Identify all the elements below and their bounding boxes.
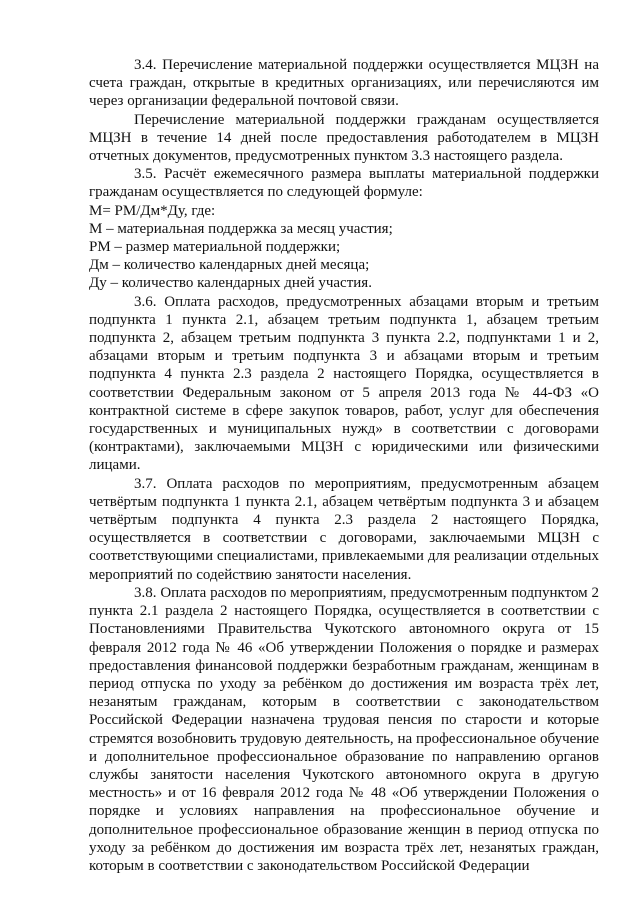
formula-definition-m: М – материальная поддержка за месяц участия; [89, 220, 393, 237]
paragraph-3-5: 3.5. Расчёт ежемесячного размера выплаты материальной поддержки гражданам осуществляется по следующей формуле: [89, 166, 599, 201]
paragraph-3-8: 3.8. Оплата расходов по мероприятиям, предусмотренным подпунктом 2 пункта 2.1 раздела 2 настоящего Порядка, осуществляется в соответствии с Постановлениями Правительства Чукотского автономного округа от 15 февраля 2012 года № 46 «Об утверждении Положения о порядке и размерах предоставления финансовой поддержки безработным гражданам, женщинам в период отпуска по уходу за ребёнком до достижения им возраста трёх лет, незанятым гражданам, которым в соответствии с законодательством Российской Федерации назначена трудовая пенсия по старости и которые стремятся возобновить трудовую деятельность, на профессиональное обучение и дополнительное профессиональное образование по направлению органов службы занятости населения Чукотского автономного округа в другую местность» и от 16 февраля 2012 года № 48 «Об утверждении Положения о порядке и условиях направления на профессиональное обучение и дополнительное профессиональное образование женщин в период отпуска по уходу за ребёнком до достижения им возраста трёх лет, незанятых граждан, которым в соответствии с законодательством Российской Федерации [89, 584, 599, 874]
formula-definition-du: Ду – количество календарных дней участия. [89, 275, 372, 292]
paragraph-3-6: 3.6. Оплата расходов, предусмотренных абзацами вторым и третьим подпункта 1 пункта 2.1, абзацем третьим подпункта 1, абзацем третьим подпункта 2, абзацем третьим подпункта 3 пункта 2.2, подпунктами 1 и 2, абзацами вторым и третьим подпункта 3 и абзацами вторым и третьим подпункта 4 пункта 2.3 раздела 2 настоящего Порядка, осуществляется в соответствии Федеральным законом от 5 апреля 2013 года № 44-ФЗ «О контрактной системе в сфере закупок товаров, работ, услуг для обеспечения государственных и муниципальных нужд» в соответствии с договорами (контрактами), заключаемыми МЦЗН с юридическими или физическими лицами. [89, 293, 599, 474]
formula: М= РМ/Дм*Ду, где: [89, 202, 216, 219]
document-page [89, 56, 599, 875]
paragraph-3-4: 3.4. Перечисление материальной поддержки осуществляется МЦЗН на счета граждан, открытые в кредитных организациях, или перечисляются им через организации федеральной почтовой связи. [89, 57, 599, 110]
formula-definition-rm: РМ – размер материальной поддержки; [89, 239, 341, 256]
formula-definition-dm: Дм – количество календарных дней месяца; [89, 257, 370, 274]
paragraph-3-4-continuation: Перечисление материальной поддержки гражданам осуществляется МЦЗН в течение 14 дней после предоставления работодателем в МЦЗН отчетных документов, предусмотренных пунктом 3.3 настоящего раздела. [89, 111, 599, 165]
paragraph-3-7: 3.7. Оплата расходов по мероприятиям, предусмотренным абзацем четвёртым подпункта 1 пункта 2.1, абзацем четвёртым подпункта 3 и абзацем четвёртым подпункта 4 пункта 2.3 раздела 2 настоящего Порядка, осуществляется в соответствии с договорами, заключаемыми МЦЗН с соответствующими специалистами, привлекаемыми для реализации отдельных мероприятий по содействию занятости населения. [89, 475, 599, 583]
